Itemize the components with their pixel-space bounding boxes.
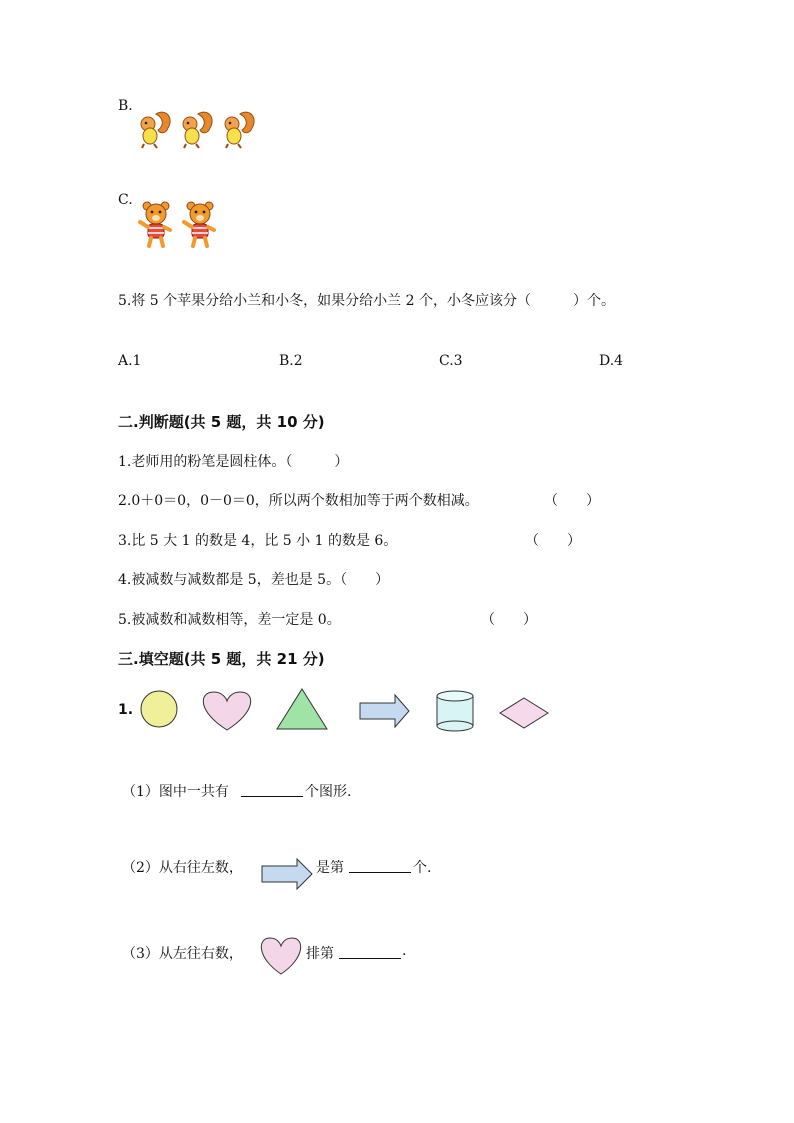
squirrel-icon	[225, 112, 254, 148]
tf-item-3-paren[interactable]: （ ）	[525, 533, 581, 549]
q5-option-a: A.1	[118, 353, 142, 369]
circle-shape	[141, 691, 177, 727]
fill-sub2-before: （2）从右往左数，	[122, 860, 243, 876]
fill-sub1-blank[interactable]	[241, 796, 303, 797]
diamond-shape	[500, 698, 548, 728]
squirrel-group	[138, 108, 262, 150]
tf-item-5: 5.被减数和减数相等，差一定是 0。	[118, 612, 341, 628]
arrow-shape	[262, 859, 312, 889]
tf-item-2: 2.0＋0＝0，0－0＝0，所以两个数相加等于两个数相减。	[118, 493, 479, 509]
q5-option-d: D.4	[599, 353, 624, 369]
tf-item-3: 3.比 5 大 1 的数是 4，比 5 小 1 的数是 6。	[118, 533, 398, 549]
fill-sub1-after: 个图形.	[305, 784, 352, 800]
tf-item-5-paren[interactable]: （ ）	[481, 612, 537, 628]
heart-inline	[257, 934, 305, 976]
heart-shape	[203, 692, 250, 730]
section3-heading: 三.填空题(共 5 题，共 21 分)	[118, 650, 325, 668]
fill-sub1-before: （1）图中一共有	[122, 784, 229, 800]
fill-sub2-blank[interactable]	[349, 872, 411, 873]
heart-shape	[261, 938, 300, 974]
section2-heading: 二.判断题(共 5 题，共 10 分)	[118, 413, 325, 431]
bear-group	[138, 200, 222, 250]
tf-item-2-paren[interactable]: （ ）	[544, 493, 600, 509]
fill-sub2-after: 个.	[413, 860, 432, 876]
bear-icon	[140, 202, 170, 246]
q5-option-b: B.2	[279, 353, 303, 369]
fill-q1-label: 1.	[118, 702, 134, 718]
tf-item-4: 4.被减数与减数都是 5，差也是 5。（ ）	[118, 572, 390, 588]
triangle-shape	[277, 689, 327, 729]
fill-sub3-blank[interactable]	[339, 958, 401, 959]
fill-sub3-after-label: 排第	[306, 946, 334, 962]
arrow-shape	[360, 695, 409, 727]
squirrel-icon	[141, 112, 170, 148]
squirrel-icon	[183, 112, 212, 148]
fill-sub3-after: .	[402, 943, 407, 959]
fill-sub2-after-label: 是第	[316, 860, 344, 876]
fill-sub3-before: （3）从左往右数，	[122, 946, 243, 962]
arrow-inline	[260, 858, 314, 890]
bear-icon	[184, 202, 214, 246]
option-b-label: B.	[118, 98, 133, 114]
cylinder-shape	[437, 691, 473, 731]
shapes-row	[138, 686, 552, 736]
q5-option-c: C.3	[439, 353, 463, 369]
tf-item-1: 1.老师用的粉笔是圆柱体。（ ）	[118, 454, 349, 470]
q5-question: 5.将 5 个苹果分给小兰和小冬，如果分给小兰 2 个，小冬应该分（ ）个。	[118, 293, 615, 309]
option-c-label: C.	[118, 192, 133, 208]
